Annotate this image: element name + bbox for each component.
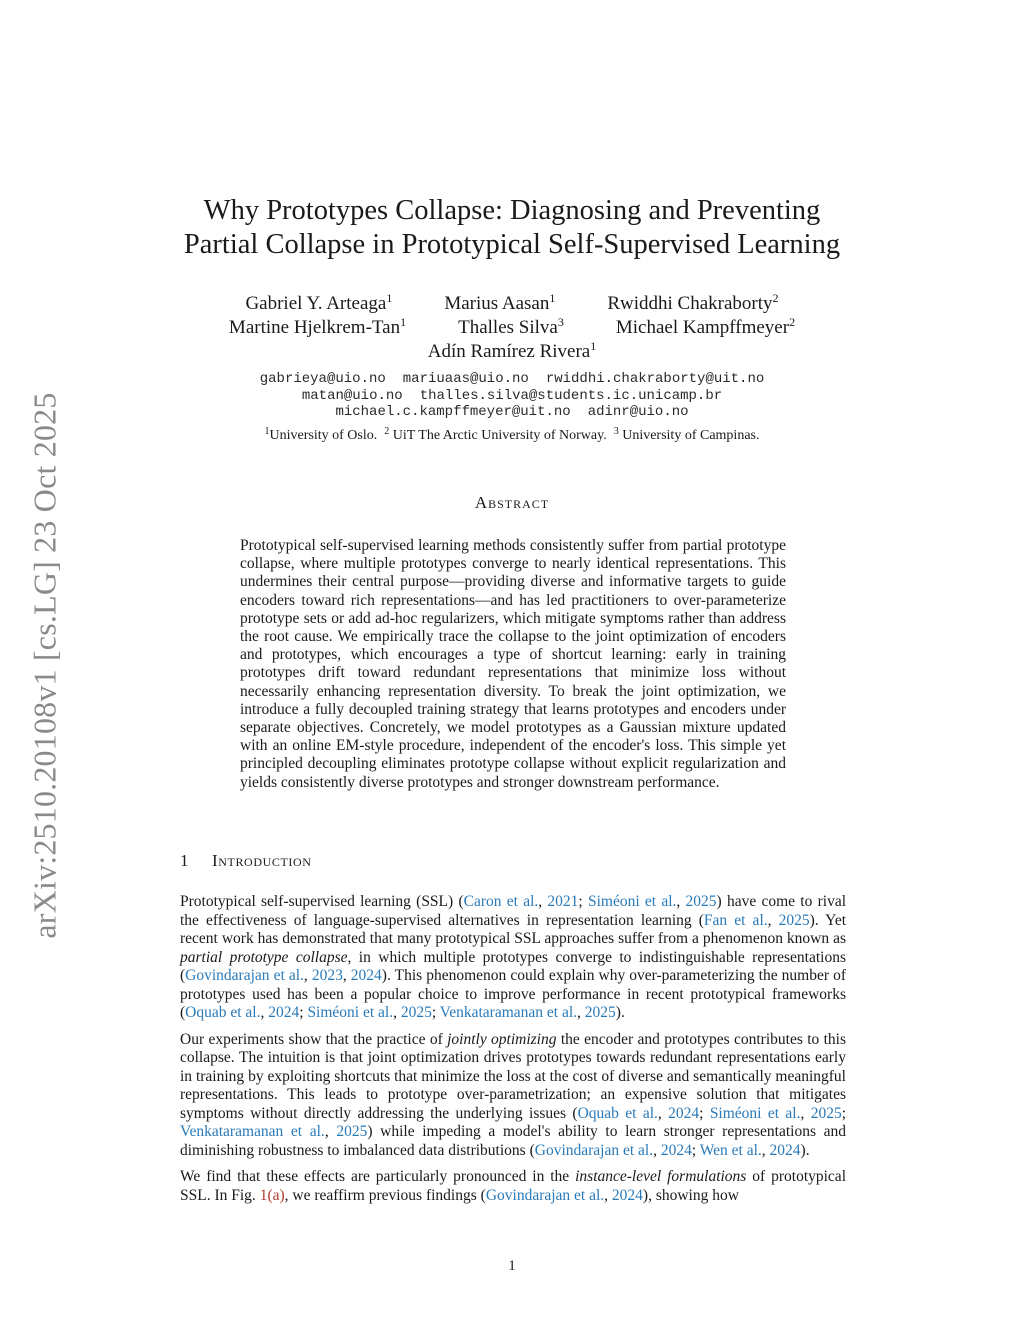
citation-link[interactable]: 2024 — [660, 1141, 692, 1159]
author-list — [160, 292, 864, 364]
section-heading — [180, 851, 312, 871]
author: Rwiddhi Chakraborty$^2$ — [607, 291, 779, 314]
citation-link[interactable]: Wen et al. — [699, 1141, 762, 1159]
citation-link[interactable]: 2023 — [311, 967, 343, 984]
affiliation: University of Campinas. — [622, 428, 760, 443]
author-row — [160, 292, 864, 316]
author: Gabriel Y. Arteaga$^1$ — [245, 291, 393, 314]
citation-link[interactable]: Oquab et al. — [577, 1104, 658, 1122]
citation-link[interactable]: Caron et al. — [463, 893, 539, 910]
citation-link[interactable]: 2024 — [668, 1104, 700, 1122]
email-link[interactable]: thalles.silva@students.ic.unicamp.br — [419, 387, 723, 404]
author: Marius Aasan$^1$ — [444, 291, 556, 314]
paragraph: Prototypical self-supervised learning (SSL) (Caron et al., 2021; Siméoni et al., 2025) have come to rival the effectiveness of language-supervised alternatives in representation learning (Fan et al., 2025). Yet recent work has demonstrated that many prototypical SSL approaches suffer from a phenomenon known as partial prototype collapse, in which multiple prototypes converge to indistinguishable representations (Govindarajan et al., 2023, 2024). This phenomenon could explain why over-parameterizing the number of prototypes used has been a popular choice to improve performance in recent prototypical frameworks (Oquab et al., 2024; Siméoni et al., 2025; Venkataramanan et al., 2025). — [180, 893, 847, 1021]
author-row — [160, 316, 864, 340]
email-link[interactable]: matan@uio.no — [301, 387, 403, 404]
citation-link[interactable]: Fan et al. — [703, 911, 768, 929]
citation-link[interactable]: Siméoni et al. — [587, 893, 677, 910]
page-number: 1 — [508, 1258, 516, 1274]
citation-link[interactable]: Venkataramanan et al. — [180, 1123, 325, 1140]
author: Michael Kampffmeyer$^2$ — [615, 315, 796, 338]
citation-link[interactable]: 2025 — [778, 911, 810, 929]
citation-link[interactable]: 2024 — [611, 1186, 643, 1204]
citation-link[interactable]: Siméoni et al. — [709, 1104, 801, 1122]
abstract-heading: Abstract — [474, 493, 550, 512]
email-link[interactable]: rwiddhi.chakraborty@uit.no — [545, 371, 765, 387]
author: Adín Ramírez Rivera$^1$ — [427, 339, 597, 362]
email-link[interactable]: adinr@uio.no — [587, 404, 689, 420]
affiliation: University of Oslo. — [269, 428, 378, 443]
citation-link[interactable]: Govindarajan et al. — [534, 1141, 654, 1159]
citation-link[interactable]: 2024 — [268, 1004, 300, 1021]
citation-link[interactable]: Venkataramanan et al. — [439, 1004, 578, 1021]
author: Thalles Silva$^3$ — [458, 315, 564, 338]
citation-link[interactable]: 2024 — [769, 1141, 801, 1159]
citation-link[interactable]: 2025 — [336, 1123, 368, 1140]
email-link[interactable]: michael.c.kampffmeyer@uit.no — [335, 404, 571, 420]
citation-link[interactable]: 2021 — [547, 893, 579, 910]
abstract-text: Prototypical self-supervised learning methods consistently suffer from partial prototype collapse, where multiple prototypes converge to nearly identical representations. This undermines their central purpose—providing diverse and informative targets to guide encoders toward rich representations—and has led practitioners to over-parameterize prototype sets or add ad-hoc regularizers, which mitigate symptoms rather than address the root cause. We empirically trace the collapse to the joint optimization of encoders and prototypes, which encourages a type of shortcut learning: early in training prototypes drift toward redundant representations that minimize loss without necessarily enhancing representation diversity. To break the joint optimization, we introduce a fully decoupled training strategy that learns prototypes and encoders under separate objectives. Concretely, we model prototypes as a Gaussian mixture updated with an online EM-style procedure, independent of the encoder's loss. This simple yet principled decoupling eliminates prototype collapse without explicit regularization and yields consistently diverse prototypes and stronger downstream performance. — [240, 537, 786, 791]
affiliation: UiT The Arctic University of Norway. — [392, 428, 607, 443]
citation-link[interactable]: Govindarajan et al. — [485, 1186, 605, 1204]
citation-link[interactable]: 2025 — [810, 1104, 842, 1122]
affiliations: $^1$University of Oslo. $^2$ UiT The Arctic University of Norway. $^3$ University of Campinas. — [264, 426, 760, 443]
section-title: Introduction — [212, 851, 312, 870]
section-number: 1 — [180, 851, 190, 870]
paper-title — [160, 194, 864, 262]
arxiv-side-stamp[interactable] — [20, 375, 70, 955]
paragraph: Our experiments show that the practice of jointly optimizing the encoder and prototypes contributes to this collapse. The intuition is that joint optimization drives prototypes towards redundant representations early in training by exploiting shortcuts that minimize the loss at the cost of diverse and semantically meaningful representations. This leads to prototype over-parametrization; an expensive solution that mitigates symptoms without directly addressing the underlying issues (Oquab et al., 2024; Siméoni et al., 2025; Venkataramanan et al., 2025) while impeding a model's ability to learn stronger representations and diminishing robustness to imbalanced data distributions (Govindarajan et al., 2024; Wen et al., 2024). — [180, 1030, 847, 1159]
citation-link[interactable]: Oquab et al. — [185, 1004, 261, 1021]
figure-reference-link[interactable]: 1(a) — [259, 1186, 285, 1204]
citation-link[interactable]: 2025 — [400, 1004, 432, 1021]
email-link[interactable]: mariuaas@uio.no — [402, 371, 529, 387]
citation-link[interactable]: 2024 — [350, 967, 382, 984]
citation-link[interactable]: 2025 — [685, 893, 717, 910]
citation-link[interactable]: 2025 — [584, 1004, 616, 1021]
author-row — [160, 340, 864, 364]
body-text — [180, 893, 846, 1213]
citation-link[interactable]: Govindarajan et al. — [185, 967, 304, 984]
arxiv-identifier: arXiv:2510.20108v1 [cs.LG] 23 Oct 2025 — [26, 391, 63, 939]
paragraph: We find that these effects are particularly pronounced in the instance-level formulations of prototypical SSL. In Fig. 1(a), we reaffirm previous findings (Govindarajan et al., 2024), showing how — [180, 1168, 846, 1204]
author-emails — [160, 371, 864, 421]
title-line-2: Partial Collapse in Prototypical Self-Supervised Learning — [183, 229, 841, 260]
author: Martine Hjelkrem-Tan$^1$ — [228, 315, 407, 338]
email-link[interactable]: gabrieya@uio.no — [259, 371, 386, 387]
citation-link[interactable]: Siméoni et al. — [307, 1004, 394, 1021]
title-line-1: Why Prototypes Collapse: Diagnosing and Preventing — [203, 195, 821, 226]
